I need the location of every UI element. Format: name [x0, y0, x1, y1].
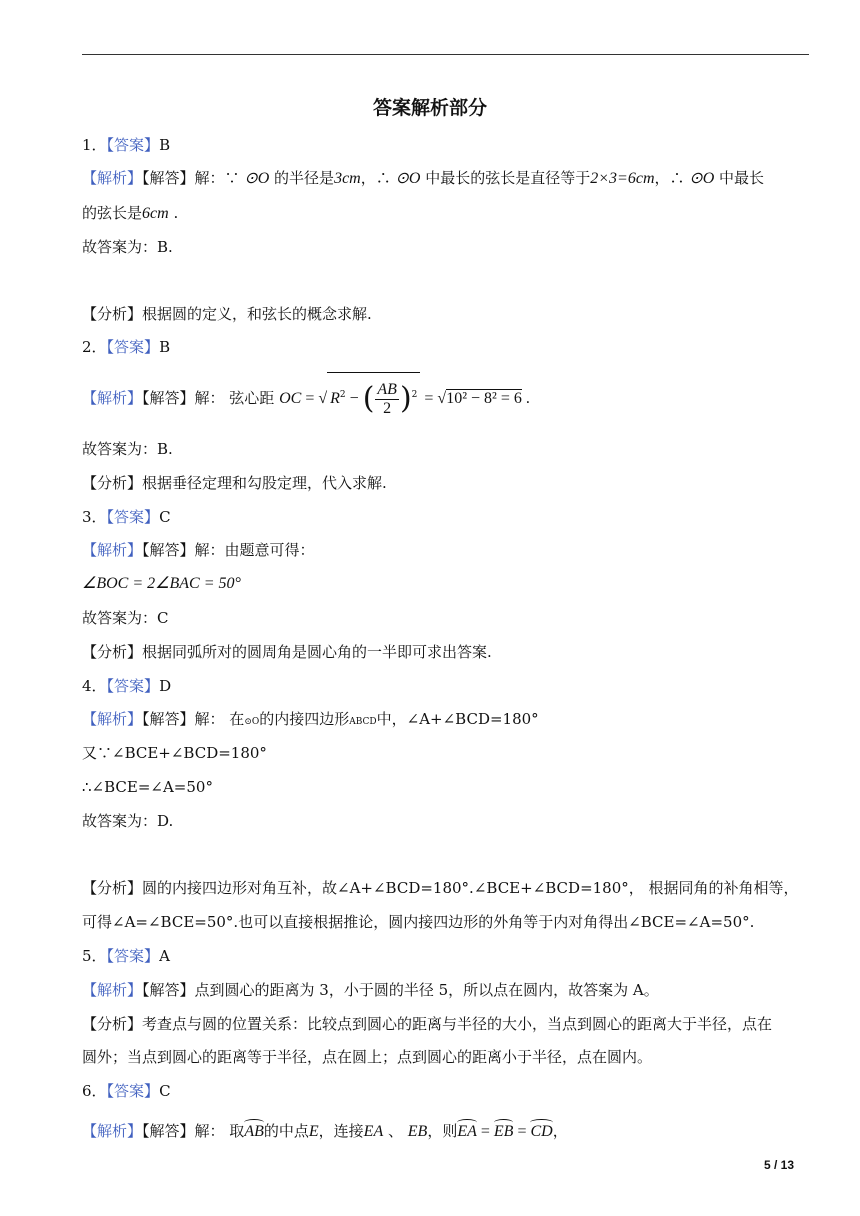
jiexi-tag: 【解析】 — [82, 1122, 143, 1140]
header-rule — [82, 54, 809, 55]
item-3-formula: ∠BOC = 2∠BAC = 50° — [82, 575, 241, 592]
jieda-tag: 【解答】 — [142, 981, 195, 999]
item-number: 6． — [82, 1082, 107, 1100]
item-number: 5． — [82, 947, 107, 965]
math-ea: EA — [363, 1123, 384, 1140]
answer-value: B — [159, 338, 171, 356]
math-result: 10² − 8² = 6 — [446, 390, 522, 407]
jiexi-tag: 【解析】 — [82, 541, 143, 559]
math-arc-cd: CD — [530, 1123, 553, 1140]
answer-value: A — [159, 947, 170, 965]
item-3-analysis: 【分析】根据同弧所对的圆周角是圆心角的一半即可求出答案. — [82, 643, 492, 661]
answer-value: B — [159, 136, 171, 154]
item-number: 2． — [82, 338, 107, 356]
analysis-tag: 【分析】 — [82, 879, 143, 897]
answer-tag: 【答案】 — [106, 677, 160, 695]
math-sqrt-radicand: $R^2$ − ( $\frac{AB}{2}$ )$^2$ — [327, 372, 420, 421]
answer-tag: 【答案】 — [106, 136, 160, 154]
item-5-solution-line: 【解析】【解答】点到圆心的距离为 3，小于圆的半径 5，所以点在圆内，故答案为 A。 — [82, 981, 659, 999]
math-eb: EB — [407, 1123, 428, 1140]
analysis-tag: 【分析】 — [82, 643, 143, 661]
page-number: 5 / 13 — [763, 1158, 794, 1172]
math-arc-eb: EB — [493, 1123, 514, 1140]
item-1-conclusion: 故答案为：B. — [82, 238, 173, 256]
item-1-solution-line-1: 【解析】【解答】解：∵ ⊙O 的半径是3cm，∴ ⊙O 中最长的弦长是直径等于2×3=6cm，∴ ⊙O 中最长 — [82, 169, 765, 187]
small-circle-o: ⊙O — [244, 717, 260, 727]
item-1-analysis: 【分析】根据圆的定义，和弦长的概念求解. — [82, 305, 372, 323]
math-circle-o: ⊙O — [244, 170, 270, 187]
jieda-tag: 【解答】 — [142, 1122, 195, 1140]
item-5-analysis-line-2: 圆外；当点到圆心的距离等于半径，点在圆上；点到圆心的距离小于半径，点在圆内。 — [82, 1048, 653, 1066]
math-e: E — [308, 1123, 319, 1140]
item-3-solution-line: 【解析】【解答】解：由题意可得： — [82, 541, 315, 559]
item-4-solution-line-2: 又∵∠BCE+∠BCD=180° — [82, 744, 267, 762]
item-4-answer-line — [82, 676, 171, 696]
item-2-answer-line — [82, 337, 170, 357]
item-1-solution-line-2: 的弦长是6cm . — [82, 204, 179, 222]
jiexi-tag: 【解析】 — [82, 169, 143, 187]
jiexi-tag: 【解析】 — [82, 710, 143, 728]
jieda-tag: 【解答】 — [142, 169, 195, 187]
item-2-solution-line: 【解析】【解答】解： 弦心距 OC = √ $R^2$ − ( $\frac{AB}{2}$ )$^2$ = √10² − 8² = 6 . — [82, 372, 530, 422]
math-3cm: 3cm — [334, 170, 361, 187]
math-circle-o: ⊙O — [395, 170, 421, 187]
answer-value: C — [159, 1082, 171, 1100]
answer-tag: 【答案】 — [106, 338, 160, 356]
answer-tag: 【答案】 — [106, 947, 160, 965]
math-6cm: 6cm — [142, 205, 169, 222]
math-arc-ab: AB — [244, 1123, 264, 1140]
math-fraction: $\frac{AB}{2}$ — [377, 380, 397, 417]
jieda-tag: 【解答】 — [142, 541, 195, 559]
answer-tag: 【答案】 — [106, 1082, 160, 1100]
item-6-solution-line: 【解析】【解答】解： 取AB的中点E，连接EA 、 EB，则EA = EB = CD， — [82, 1122, 568, 1140]
item-number: 4． — [82, 677, 107, 695]
jieda-tag: 【解答】 — [142, 710, 195, 728]
page-title: 答案解析部分 — [372, 97, 487, 119]
jiexi-tag: 【解析】 — [82, 389, 143, 407]
item-1-answer-line — [82, 135, 170, 155]
item-2-conclusion: 故答案为：B. — [82, 440, 173, 458]
item-4-solution-line-1: 【解析】【解答】解： 在⊙O的内接四边形ABCD中，∠A+∠BCD=180° — [82, 710, 539, 728]
analysis-tag: 【分析】 — [82, 1015, 143, 1033]
math-arc-ea: EA — [457, 1123, 477, 1140]
answer-value: C — [159, 508, 171, 526]
item-4-analysis-line-2: 可得∠A=∠BCE=50°.也可以直接根据推论，圆内接四边形的外角等于内对角得出∠BCE=∠A=50°. — [82, 913, 755, 931]
item-3-conclusion: 故答案为：C — [82, 609, 169, 627]
item-5-answer-line — [82, 946, 170, 966]
item-6-answer-line — [82, 1081, 171, 1101]
math-circle-o: ⊙O — [689, 170, 715, 187]
item-2-analysis: 【分析】根据垂径定理和勾股定理，代入求解. — [82, 474, 387, 492]
item-3-answer-line — [82, 507, 171, 527]
item-4-conclusion: 故答案为：D. — [82, 812, 174, 830]
answer-value: D — [159, 677, 172, 695]
jieda-tag: 【解答】 — [142, 389, 195, 407]
item-number: 1． — [82, 136, 107, 154]
analysis-tag: 【分析】 — [82, 305, 143, 323]
analysis-tag: 【分析】 — [82, 474, 143, 492]
item-5-analysis-line-1: 【分析】考查点与圆的位置关系：比较点到圆心的距离与半径的大小，当点到圆心的距离大于半径，点在 — [82, 1015, 773, 1033]
math-oc: OC — [279, 390, 302, 407]
jiexi-tag: 【解析】 — [82, 981, 143, 999]
item-4-solution-line-3: ∴∠BCE=∠A=50° — [82, 778, 213, 796]
item-number: 3． — [82, 508, 107, 526]
answer-tag: 【答案】 — [106, 508, 160, 526]
small-abcd: ABCD — [349, 717, 377, 727]
math-diameter-eq: 2×3=6cm — [590, 170, 655, 187]
item-4-analysis-line-1: 【分析】圆的内接四边形对角互补，故∠A+∠BCD=180°.∠BCE+∠BCD=180°， 根据同角的补角相等， — [82, 879, 799, 897]
